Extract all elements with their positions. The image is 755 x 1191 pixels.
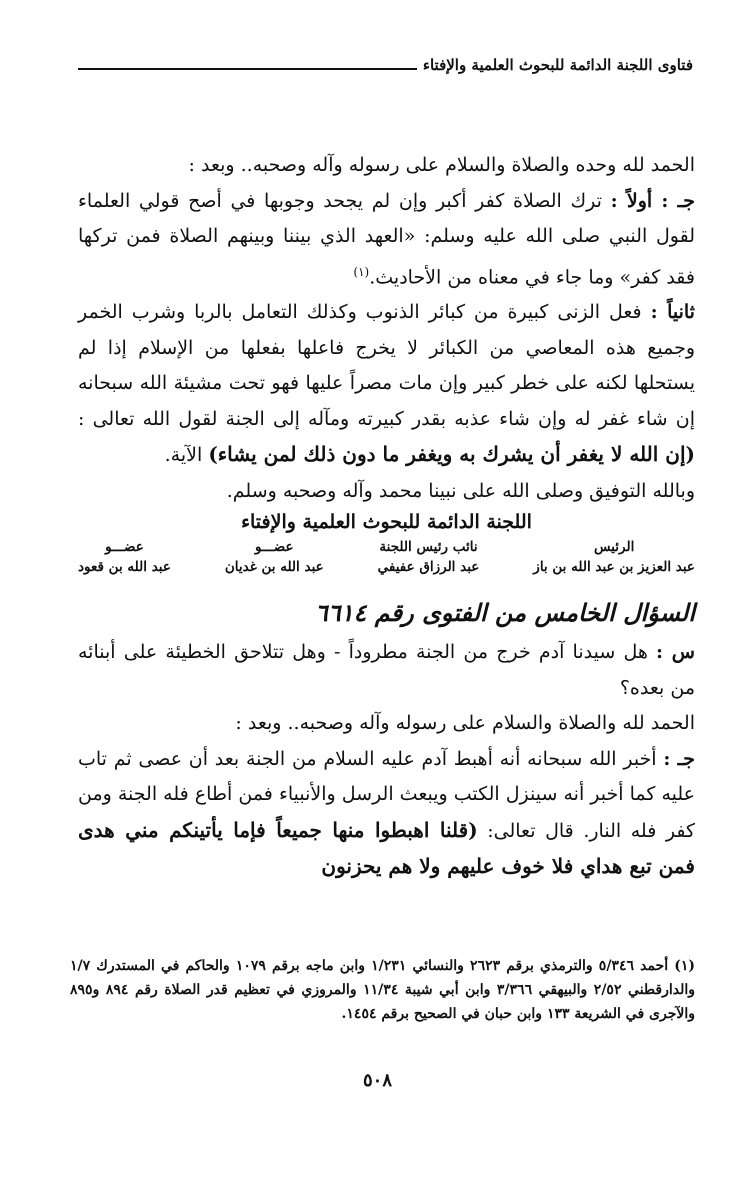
answer-adam [78,742,695,886]
footnotes [70,954,695,1026]
signature-deputy [378,539,480,575]
signature-member-1 [225,539,324,575]
answer-first-point [78,184,695,296]
answer-adam-lead: جـ : [663,747,695,770]
page-body [78,148,695,886]
footnote-marker: (١) [353,264,370,279]
question-text [78,635,695,706]
verse-end: الآية. [164,444,209,467]
committee-name: اللجنة الدائمة للبحوث العلمية والإفتاء [241,511,532,534]
answer-first-text: ترك الصلاة كفر أكبر وإن لم يجحد وجوبها في أصح قولي العلماء لقول النبي صلى الله عليه وسلم: «العهد الذي بيننا وبينهم الصلاة فمن تركها فقد كفر» وما جاء في معناه من الأحاديث. [78,189,695,288]
quran-verse-adam: (قلنا اهبطوا منها جميعاً فإما يأتينكم مني هدى فمن تبع هداي فلا خوف عليهم ولا هم يحزنون [78,817,695,879]
signature-role: الرئيس [593,539,635,556]
question-title: السؤال الخامس من الفتوى رقم ٦٦١٤ [314,598,695,628]
signature-role: عضـــو [105,539,144,556]
signature-chairman [533,539,695,575]
question-body: هل سيدنا آدم خرج من الجنة مطروداً - وهل تتلاحق الخطيئة على أبنائه من بعده؟ [78,641,695,699]
quran-verse: (إن الله لا يغفر أن يشرك به ويغفر ما دون ذلك لمن يشاء) [208,442,695,467]
running-header [78,56,693,74]
answer-second-point [78,295,695,474]
answer-lead: جـ : أولاً : [610,189,695,212]
signature-name: عبد الرزاق عفيفي [377,559,480,576]
closing-line: وبالله التوفيق وصلى الله على نبينا محمد وآله وصحبه وسلم. [226,479,695,502]
opening-praise: الحمد لله وحده والصلاة والسلام على رسوله وآله وصحبه.. وبعد : [188,154,695,176]
second-lead: ثانياً : [650,301,695,324]
signature-name: عبد الله بن غديان [224,559,324,576]
footnote-1: (١) أحمد ٥/٣٤٦ والترمذي برقم ٢٦٢٣ والنسائي ١/٢٣١ وابن ماجه برقم ١٠٧٩ والحاكم في المستدرك ١/٧ والدارقطني ٢/٥٢ والبيهقي ٣/٣٦٦ وابن أبي شيبة ١١/٣٤ والمروزي في تعظيم قدر الصلاة رقم ٨٩٤ و٨٩٥ والآجرى في الشريعة ١٣٣ وابن حبان في الصحيح برقم ١٤٥٤. [70,958,696,1022]
question-lead: س : [656,641,695,664]
signature-name: عبد الله بن قعود [78,559,171,576]
signature-member-2 [78,539,171,575]
signature-role: عضـــو [254,539,294,556]
answer-adam-text: أخبر الله سبحانه أنه أهبط آدم عليه السلام من الجنة بعد أن عصى ثم تاب عليه كما أخبر أنه سينزل الكتب ويبعث الرسل والأنبياء فمن أطاع فله الجنة ومن كفر فله النار. قال تعالى: [78,747,695,842]
header-title: فتاوى اللجنة الدائمة للبحوث العلمية والإفتاء [422,56,693,74]
signature-role: نائب رئيس اللجنة [379,539,478,556]
second-text: فعل الزنى كبيرة من كبائر الذنوب وكذلك التعامل بالربا وشرب الخمر وجميع هذه المعاصي من الكبائر لا يخرج فاعلها بفعلها من الإسلام إذا لم يستحلها لكنه على خطر كبير وإن مات مصراً عليها فهو تحت مشيئة الله سبحانه إن شاء غفر له وإن شاء عذبه بقدر كبيرته ومآله إلى الجنة لقول الله تعالى : [78,301,695,430]
page-number: ٥٠٨ [362,1070,392,1091]
signature-name: عبد العزيز بن عبد الله بن باز [533,559,695,576]
header-rule [78,68,417,70]
signature-block [78,539,695,575]
second-praise: الحمد لله والصلاة والسلام على رسوله وآله وصحبه.. وبعد : [235,712,695,735]
